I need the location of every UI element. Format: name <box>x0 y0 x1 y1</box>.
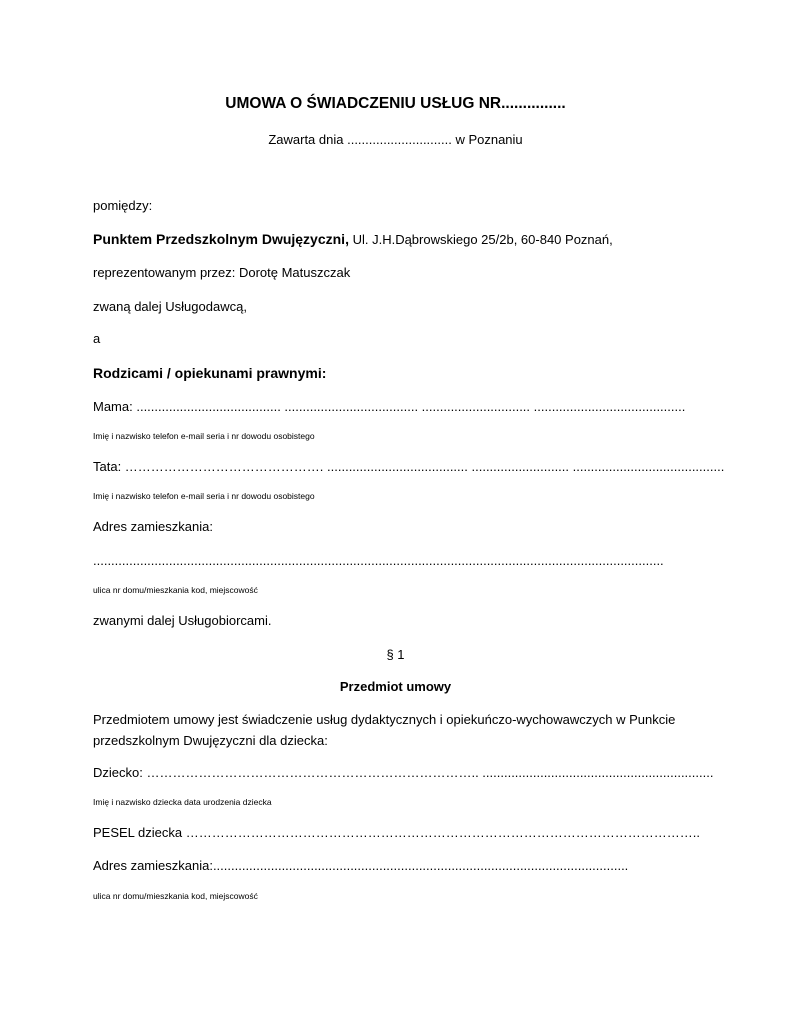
father-hint: Imię i nazwisko telefon e-mail seria i nr dowodu osobistego <box>93 491 315 501</box>
contract-title: UMOWA O ŚWIADCZENIU USŁUG NR............... <box>225 95 566 112</box>
child-hint: Imię i nazwisko dziecka data urodzenia dziecka <box>93 797 272 807</box>
subject-paragraph: Przedmiotem umowy jest świadczenie usług dydaktycznych i opiekuńczo-wychowawczych w Punkcie przedszkolnym Dwujęzyczni dla dziecka: <box>93 712 676 748</box>
pesel-field: PESEL dziecka ……………………………………………………………………………………………………….. <box>93 825 700 840</box>
provider-address: Ul. J.H.Dąbrowskiego 25/2b, 60-840 Poznań, <box>348 232 613 247</box>
represented-by: reprezentowanym przez: Dorotę Matuszczak <box>93 265 351 280</box>
and-label: a <box>93 331 101 346</box>
child-address-field: Adres zamieszkania:................................................................................................................... <box>93 858 629 873</box>
provider-called: zwaną dalej Usługodawcą, <box>93 299 247 314</box>
child-field: Dziecko: ………………………………………………………………….. ................................................................ <box>93 765 714 780</box>
provider-name: Punktem Przedszkolnym Dwujęzyczni, <box>93 231 349 247</box>
section-heading: Przedmiot umowy <box>339 679 452 694</box>
parents-address-hint: ulica nr domu/mieszkania kod, miejscowość <box>93 585 258 595</box>
mother-hint: Imię i nazwisko telefon e-mail seria i nr dowodu osobistego <box>93 431 315 441</box>
parents-address-field: .............................................................................................................................................................. <box>93 553 664 568</box>
provider-line <box>93 231 613 248</box>
parents-address-label: Adres zamieszkania: <box>93 519 213 534</box>
father-field: Tata: ………………………………………. ....................................... ........................... .......................................... <box>93 459 725 474</box>
mother-field: Mama: ........................................ ..................................... .............................. .......................................... <box>93 399 686 414</box>
parents-heading: Rodzicami / opiekunami prawnymi: <box>93 365 327 381</box>
between-label: pomiędzy: <box>93 198 153 213</box>
concluded-date-line: Zawarta dnia ............................. w Poznaniu <box>268 132 523 147</box>
parents-called: zwanymi dalej Usługobiorcami. <box>93 613 272 628</box>
section-number: § 1 <box>386 647 405 662</box>
child-address-hint: ulica nr domu/mieszkania kod, miejscowość <box>93 891 258 901</box>
